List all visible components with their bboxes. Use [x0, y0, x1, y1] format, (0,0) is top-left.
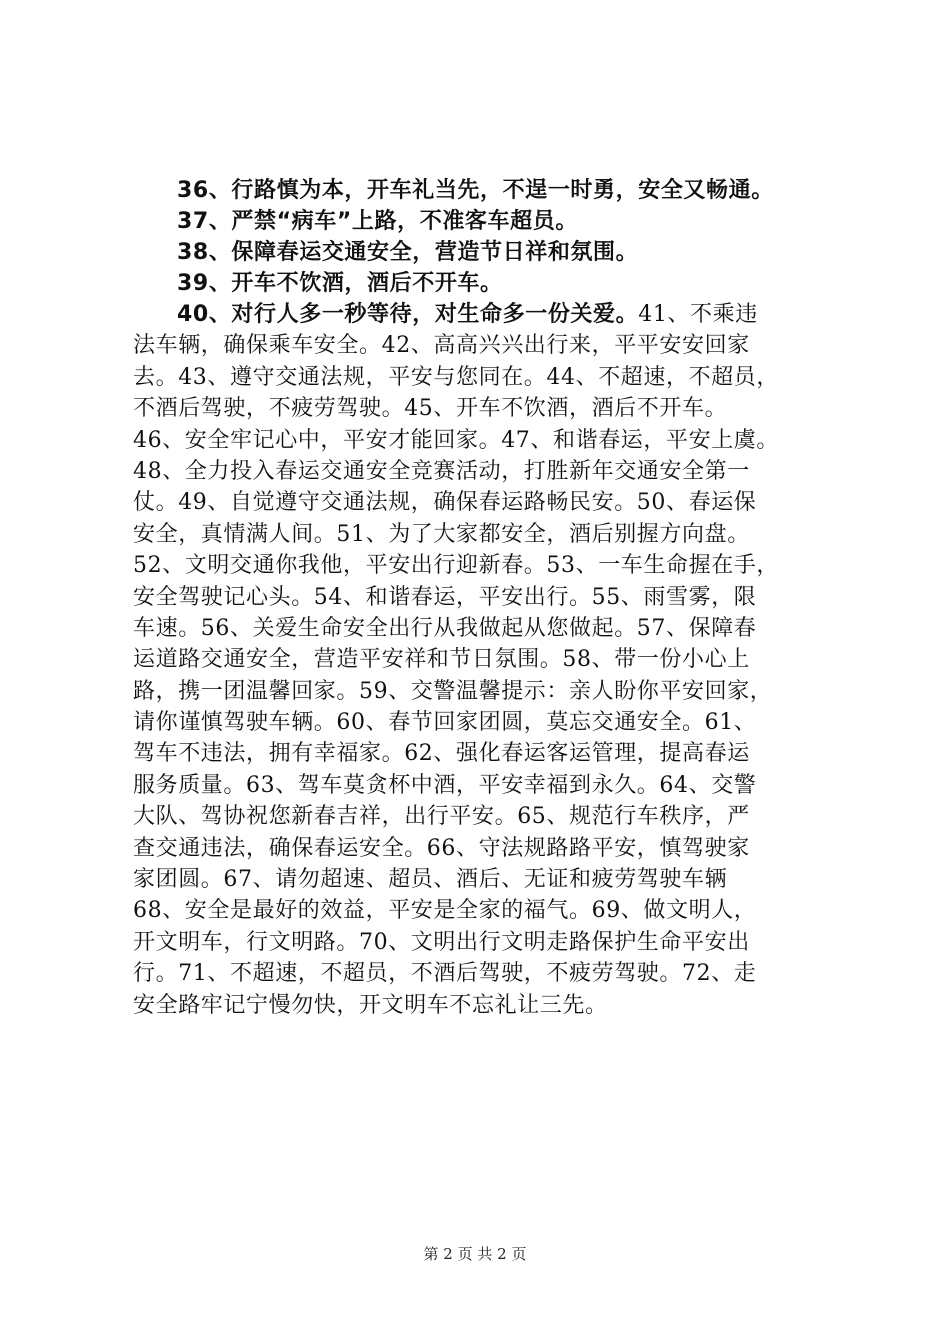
paragraph-line: 请你谨慎驾驶车辆。60、春节回家团圆，莫忘交通安全。61、 [133, 710, 757, 736]
paragraph-line: 查交通违法，确保春运安全。66、守法规路路平安，慎驾驶家 [133, 835, 750, 861]
paragraph-line: 大队、驾协祝您新春吉祥，出行平安。65、规范行车秩序，严 [133, 804, 750, 830]
paragraph-line: 不酒后驾驶，不疲劳驾驶。45、开车不饮酒，酒后不开车。 [133, 396, 728, 422]
paragraph-line: 安全驾驶记心头。54、和谐春运，平安出行。55、雨雪雾，限 [133, 584, 757, 610]
slogan-line-36: 36、行路慎为本，开车礼当先，不逞一时勇，安全又畅通。 [177, 178, 774, 203]
paragraph-line: 运道路交通安全，营造平安祥和节日氛围。58、带一份小心上 [133, 647, 750, 673]
paragraph-line: 48、全力投入春运交通安全竞赛活动，打胜新年交通安全第一 [133, 458, 750, 484]
paragraph-line: 驾车不违法，拥有幸福家。62、强化春运客运管理，提高春运 [133, 741, 750, 767]
slogan-line-40: 40、对行人多一秒等待，对生命多一份关爱。 [177, 302, 639, 327]
paragraph-line: 68、安全是最好的效益，平安是全家的福气。69、做文明人， [133, 898, 757, 924]
paragraph-first-tail: 41、不乘违 [638, 302, 758, 327]
paragraph-line: 52、文明交通你我他，平安出行迎新春。53、一车生命握在手， [133, 553, 779, 579]
paragraph-line: 开文明车，行文明路。70、文明出行文明走路保护生命平安出 [133, 929, 750, 955]
paragraph-line: 安全，真情满人间。51、为了大家都安全，酒后别握方向盘。 [133, 521, 750, 547]
document-body [133, 175, 833, 1021]
paragraph-line: 去。43、遵守交通法规，平安与您同在。44、不超速，不超员， [133, 364, 779, 390]
paragraph-line: 46、安全牢记心中，平安才能回家。47、和谐春运，平安上虞。 [133, 427, 779, 453]
slogan-line-38: 38、保障春运交通安全，营造节日祥和氛围。 [177, 240, 639, 265]
paragraph-line: 仗。49、自觉遵守交通法规，确保春运路畅民安。50、春运保 [133, 490, 757, 516]
slogan-line-37: 37、严禁“病车”上路，不准客车超员。 [177, 209, 578, 234]
paragraph-line: 车速。56、关爱生命安全出行从我做起从您做起。57、保障春 [133, 615, 757, 641]
paragraph-line: 法车辆，确保乘车安全。42、高高兴兴出行来，平平安安回家 [133, 333, 750, 359]
paragraph-line: 服务质量。63、驾车莫贪杯中酒，平安幸福到永久。64、交警 [133, 772, 757, 798]
paragraph-line: 行。71、不超速，不超员，不酒后驾驶，不疲劳驾驶。72、走 [133, 961, 757, 987]
paragraph-first-line [133, 299, 833, 330]
page-footer: 第 2 页 共 2 页 [423, 1245, 527, 1263]
slogan-line-39: 39、开车不饮酒，酒后不开车。 [177, 271, 503, 296]
paragraph-line: 安全路牢记宁慢勿快，开文明车不忘礼让三先。 [133, 992, 608, 1018]
paragraph-line: 家团圆。67、请勿超速、超员、酒后、无证和疲劳驾驶车辆 [133, 867, 728, 893]
paragraph-line: 路，携一团温馨回家。59、交警温馨提示：亲人盼你平安回家， [133, 678, 773, 704]
